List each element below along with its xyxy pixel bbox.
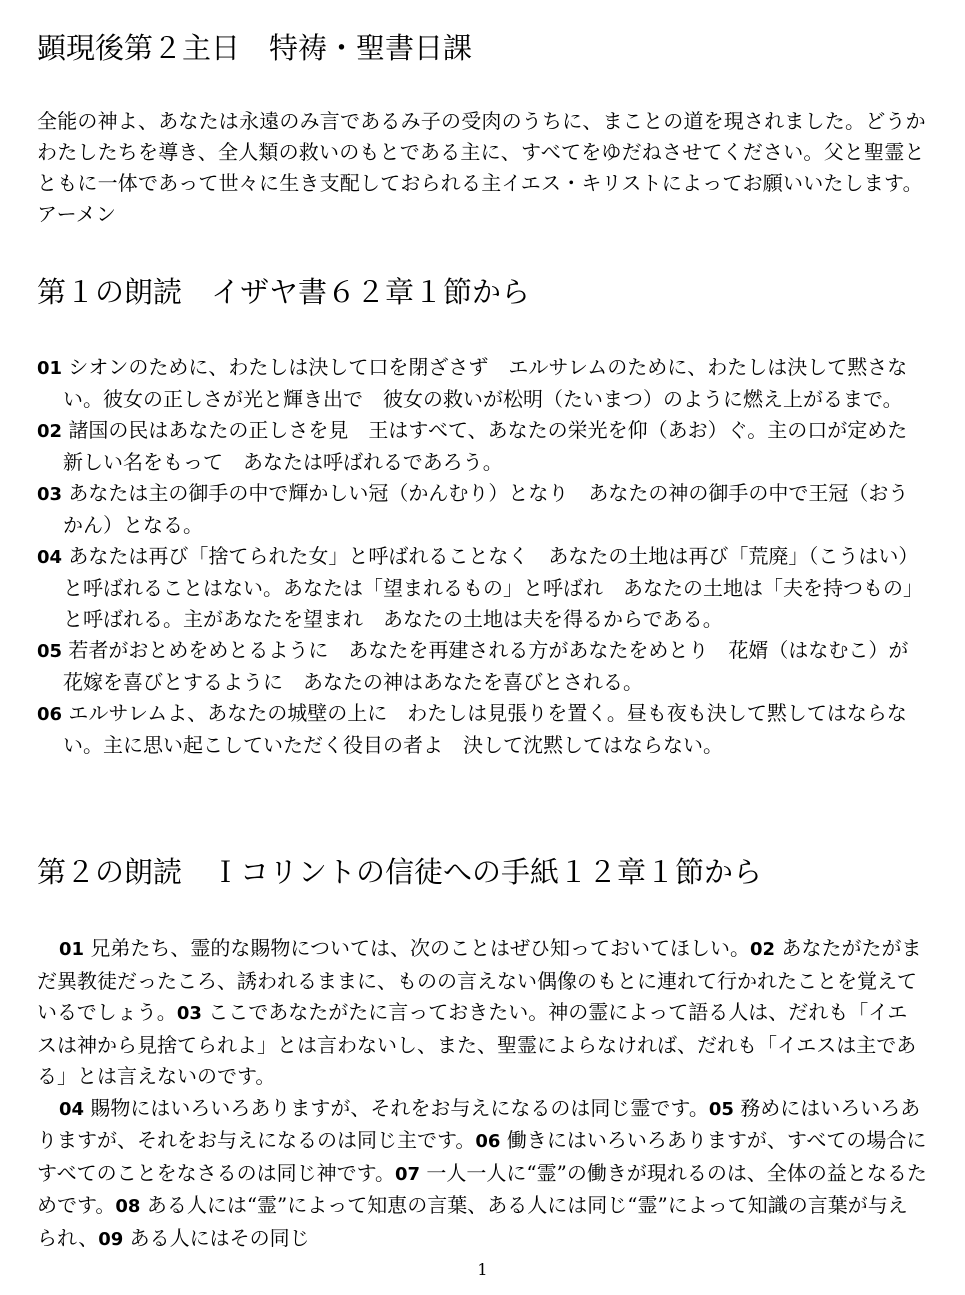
first-reading-verses xyxy=(37,352,927,761)
verse-item xyxy=(37,415,927,478)
verse-text: あなたは主の御手の中で輝かしい冠（かんむり）となり あなたの神の御手の中で王冠（おうかん）となる。 xyxy=(63,481,909,537)
verse-text: 賜物にはいろいろありますが、それをお与えになるのは同じ霊です。 xyxy=(90,1095,709,1120)
verse-text: ある人には“霊”によって知恵の言葉、ある人には同じ“霊”によって知識の言葉が与えられ、 xyxy=(37,1193,908,1250)
verse-text: 諸国の民はあなたの正しさを見 王はすべて、あなたの栄光を仰（あお）ぐ。主の口が定めた新しい名をもって あなたは呼ばれるであろう。 xyxy=(63,418,908,474)
first-reading-heading: 第１の朗読 イザヤ書６２章１節から xyxy=(37,275,531,309)
verse-text: 若者がおとめをめとるように あなたを再建される方があなたをめとり 花婿（はなむこ）が花嫁を喜びとするように あなたの神はあなたを喜びとされる。 xyxy=(63,638,909,694)
verse-item xyxy=(37,478,927,541)
page-number: 1 xyxy=(477,1260,488,1279)
collect-prayer: 全能の神よ、あなたは永遠のみ言であるみ子の受肉のうちに、まことの道を現されました。どうかわたしたちを導き、全人類の救いのもとである主に、すべてをゆだねさせてください。父と聖霊とともに一体であって世々に生き支配しておられる主イエス・キリストによってお願いいたします。アーメン xyxy=(37,109,926,226)
verse-number: 02 xyxy=(750,939,776,960)
verse-number: 05 xyxy=(708,1098,734,1120)
verse-number: 04 xyxy=(37,547,63,568)
verse-text: 働きにはいろいろありますが、すべての場合にすべてのことをなさるのは同じ神です。 xyxy=(37,1128,927,1185)
verse-item xyxy=(37,541,927,635)
verse-text: あなたがたがまだ異教徒だったころ、誘われるままに、ものの言えない偶像のもとに連れて行かれたことを覚えているでしょう。 xyxy=(37,936,922,1024)
second-reading-heading: 第２の朗読 Ｉコリントの信徒への手紙１２章１節から xyxy=(37,855,763,889)
second-reading-body xyxy=(37,933,927,1255)
verse-number: 08 xyxy=(115,1196,141,1217)
verse-text: エルサレムよ、あなたの城壁の上に わたしは見張りを置く。昼も夜も決して黙してはならない。主に思い起こしていただく役目の者よ 決して沈黙してはならない。 xyxy=(63,701,907,757)
verse-text: 兄弟たち、霊的な賜物については、次のことはぜひ知っておいてほしい。 xyxy=(90,936,751,960)
verse-number: 06 xyxy=(37,704,63,725)
verse-number: 05 xyxy=(37,641,63,662)
verse-number: 07 xyxy=(395,1163,421,1185)
verse-number: 06 xyxy=(475,1131,501,1152)
verse-number: 03 xyxy=(37,484,63,505)
paragraph xyxy=(37,1093,927,1256)
verse-text: 一人一人に“霊”の働きが現れるのは、全体の益となるためです。 xyxy=(37,1160,927,1217)
verse-text: シオンのために、わたしは決して口を閉ざさず エルサレムのために、わたしは決して黙さない。彼女の正しさが光と輝き出で 彼女の救いが松明（たいまつ）のように燃え上がるまで。 xyxy=(63,355,908,411)
verse-number: 01 xyxy=(37,358,63,379)
verse-item xyxy=(37,352,927,415)
verse-number: 09 xyxy=(98,1228,124,1250)
verse-number: 01 xyxy=(59,939,85,960)
verse-text: 務めにはいろいろありますが、それをお与えになるのは同じ主です。 xyxy=(37,1095,921,1152)
verse-text: ある人にはその同じ xyxy=(129,1225,310,1250)
verse-item xyxy=(37,698,927,761)
page-title: 顕現後第２主日 特祷・聖書日課 xyxy=(37,31,473,65)
verse-text: あなたは再び「捨てられた女」と呼ばれることなく あなたの土地は再び「荒廃」（こうはい）と呼ばれることはない。あなたは「望まれるもの」と呼ばれ あなたの土地は「夫を持つもの」と呼ばれる。主があなたを望まれ あなたの土地は夫を得るからである。 xyxy=(63,544,923,631)
verse-number: 04 xyxy=(59,1098,85,1120)
verse-item xyxy=(37,635,927,698)
verse-text: ここであなたがたに言っておきたい。神の霊によって語る人は、だれも「イエスは神から見捨てられよ」とは言わないし、また、聖霊によらなければ、だれも「イエスは主である」とは言えないのです。 xyxy=(37,1000,917,1088)
verse-number: 02 xyxy=(37,421,63,442)
verse-number: 03 xyxy=(176,1003,202,1024)
paragraph xyxy=(37,933,927,1093)
